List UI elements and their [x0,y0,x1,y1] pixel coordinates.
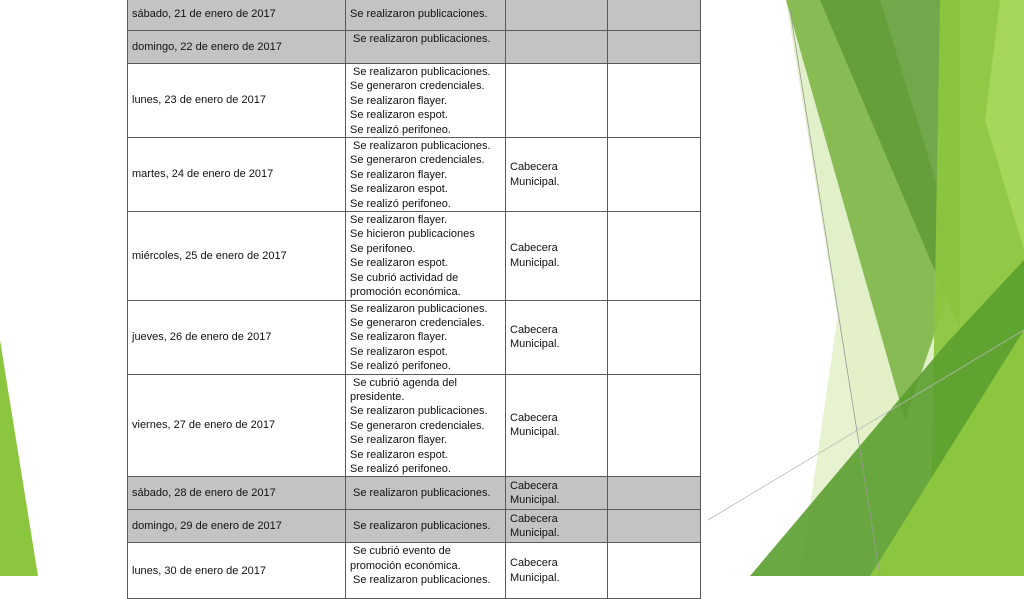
facet-bottom-dark [750,260,1024,576]
location-line: Cabecera [510,412,558,425]
activity-line: Se realizaron publicaciones. [350,302,488,315]
activity-line: Se realizaron publicaciones. [353,33,491,45]
activity-line: Se realizaron flayer. [350,214,448,227]
activities-cell [346,374,506,477]
activity-line: Se realizaron flayer. [350,331,448,344]
table-row [128,64,701,138]
activity-line: Se hicieron publicaciones [350,228,475,241]
location-cell [506,0,608,31]
date-cell: sábado, 28 de enero de 2017 [128,477,346,510]
location-cell [506,300,608,374]
notes-cell [608,477,701,510]
notes-cell [608,31,701,64]
date-cell: domingo, 22 de enero de 2017 [128,31,346,64]
location-line: Cabecera [510,323,558,336]
location-line: Municipal. [510,256,560,269]
table-row [128,510,701,543]
location-cell [506,138,608,212]
location-line: Cabecera [510,242,558,255]
facet-pale-center [800,180,905,576]
activities-cell [346,300,506,374]
activity-line: Se realizaron publicaciones. [353,487,491,500]
location-cell [506,64,608,138]
activity-line: Se cubrió agenda del [353,376,457,389]
location-line: Cabecera [510,557,558,570]
activity-line: Se realizaron flayer. [350,434,448,447]
activity-line: Se realizaron espot. [350,183,448,196]
notes-cell [608,374,701,477]
location-line: Cabecera [510,512,558,525]
activity-line: Se realizaron espot. [350,257,448,270]
location-cell [506,510,608,543]
notes-cell [608,510,701,543]
activity-line: Se realizaron flayer. [350,94,448,107]
activity-line: Se realizó perifoneo. [350,197,451,210]
location-line: Municipal. [510,494,560,507]
notes-cell [608,543,701,599]
activities-cell [346,477,506,510]
activity-line: promoción económica. [350,286,461,299]
location-cell [506,212,608,300]
activity-line: Se realizó perifoneo. [350,360,451,373]
date-cell: domingo, 29 de enero de 2017 [128,510,346,543]
location-line: Cabecera [510,479,558,492]
facet-highlight [985,0,1024,250]
location-cell [506,543,608,599]
notes-cell [608,64,701,138]
date-cell: lunes, 23 de enero de 2017 [128,64,346,138]
activities-cell [346,31,506,64]
activity-line: Se cubrió evento de [353,545,451,558]
thin-cross-line [708,330,1024,520]
activities-cell [346,64,506,138]
activity-line: Se cubrió actividad de [350,271,459,284]
date-cell: jueves, 26 de enero de 2017 [128,300,346,374]
activity-line: Se realizaron publicaciones. [350,7,488,20]
activity-line: Se realizaron espot. [350,345,448,358]
activity-line: promoción económica. [350,559,461,572]
activities-cell [346,138,506,212]
table-row [128,0,701,31]
activity-log-table [127,0,701,599]
activities-cell [346,510,506,543]
activity-line: Se realizaron publicaciones. [350,405,488,418]
left-green-sliver [0,340,38,576]
table-body [128,0,701,599]
notes-cell [608,212,701,300]
activities-cell [346,543,506,599]
activity-line: Se generaron credenciales. [350,80,485,93]
activity-line: Se generaron credenciales. [350,316,485,329]
facet-bottom-mid [870,330,1024,576]
facet-light-wide [786,0,1024,576]
location-cell [506,31,608,64]
activity-line: Se realizaron publicaciones. [353,520,491,533]
activity-line: Se realizaron flayer. [350,168,448,181]
notes-cell [608,0,701,31]
date-cell: lunes, 30 de enero de 2017 [128,543,346,599]
location-cell [506,374,608,477]
location-line: Municipal. [510,338,560,351]
activity-line: presidente. [350,390,405,403]
facet-dark-top [820,0,960,330]
activity-line: Se realizó perifoneo. [350,123,451,136]
facet-bright-right [930,0,1024,576]
activity-line: Se realizaron publicaciones. [353,574,491,587]
table-row [128,300,701,374]
activity-line: Se generaron credenciales. [350,419,485,432]
location-line: Municipal. [510,175,560,188]
activity-line: Se generaron credenciales. [350,154,485,167]
facet-mid-top [786,0,960,420]
activities-cell [346,212,506,300]
table-row [128,212,701,300]
table-row [128,31,701,64]
location-line: Municipal. [510,426,560,439]
activity-line: Se realizó perifoneo. [350,462,451,475]
activity-line: Se realizaron publicaciones. [353,66,491,78]
location-line: Municipal. [510,527,560,540]
activities-cell [346,0,506,31]
location-cell [506,477,608,510]
notes-cell [608,138,701,212]
thin-diagonal-line [790,10,880,576]
date-cell: martes, 24 de enero de 2017 [128,138,346,212]
table-row [128,374,701,477]
activity-line: Se perifoneo. [350,242,416,255]
date-cell: sábado, 21 de enero de 2017 [128,0,346,31]
date-cell: miércoles, 25 de enero de 2017 [128,212,346,300]
table-row [128,477,701,510]
notes-cell [608,300,701,374]
location-line: Cabecera [510,161,558,174]
table-row [128,138,701,212]
activity-line: Se realizaron espot. [350,448,448,461]
location-line: Municipal. [510,571,560,584]
table-row [128,543,701,599]
date-cell: viernes, 27 de enero de 2017 [128,374,346,477]
activity-line: Se realizaron publicaciones. [353,140,491,153]
activity-line: Se realizaron espot. [350,109,448,122]
